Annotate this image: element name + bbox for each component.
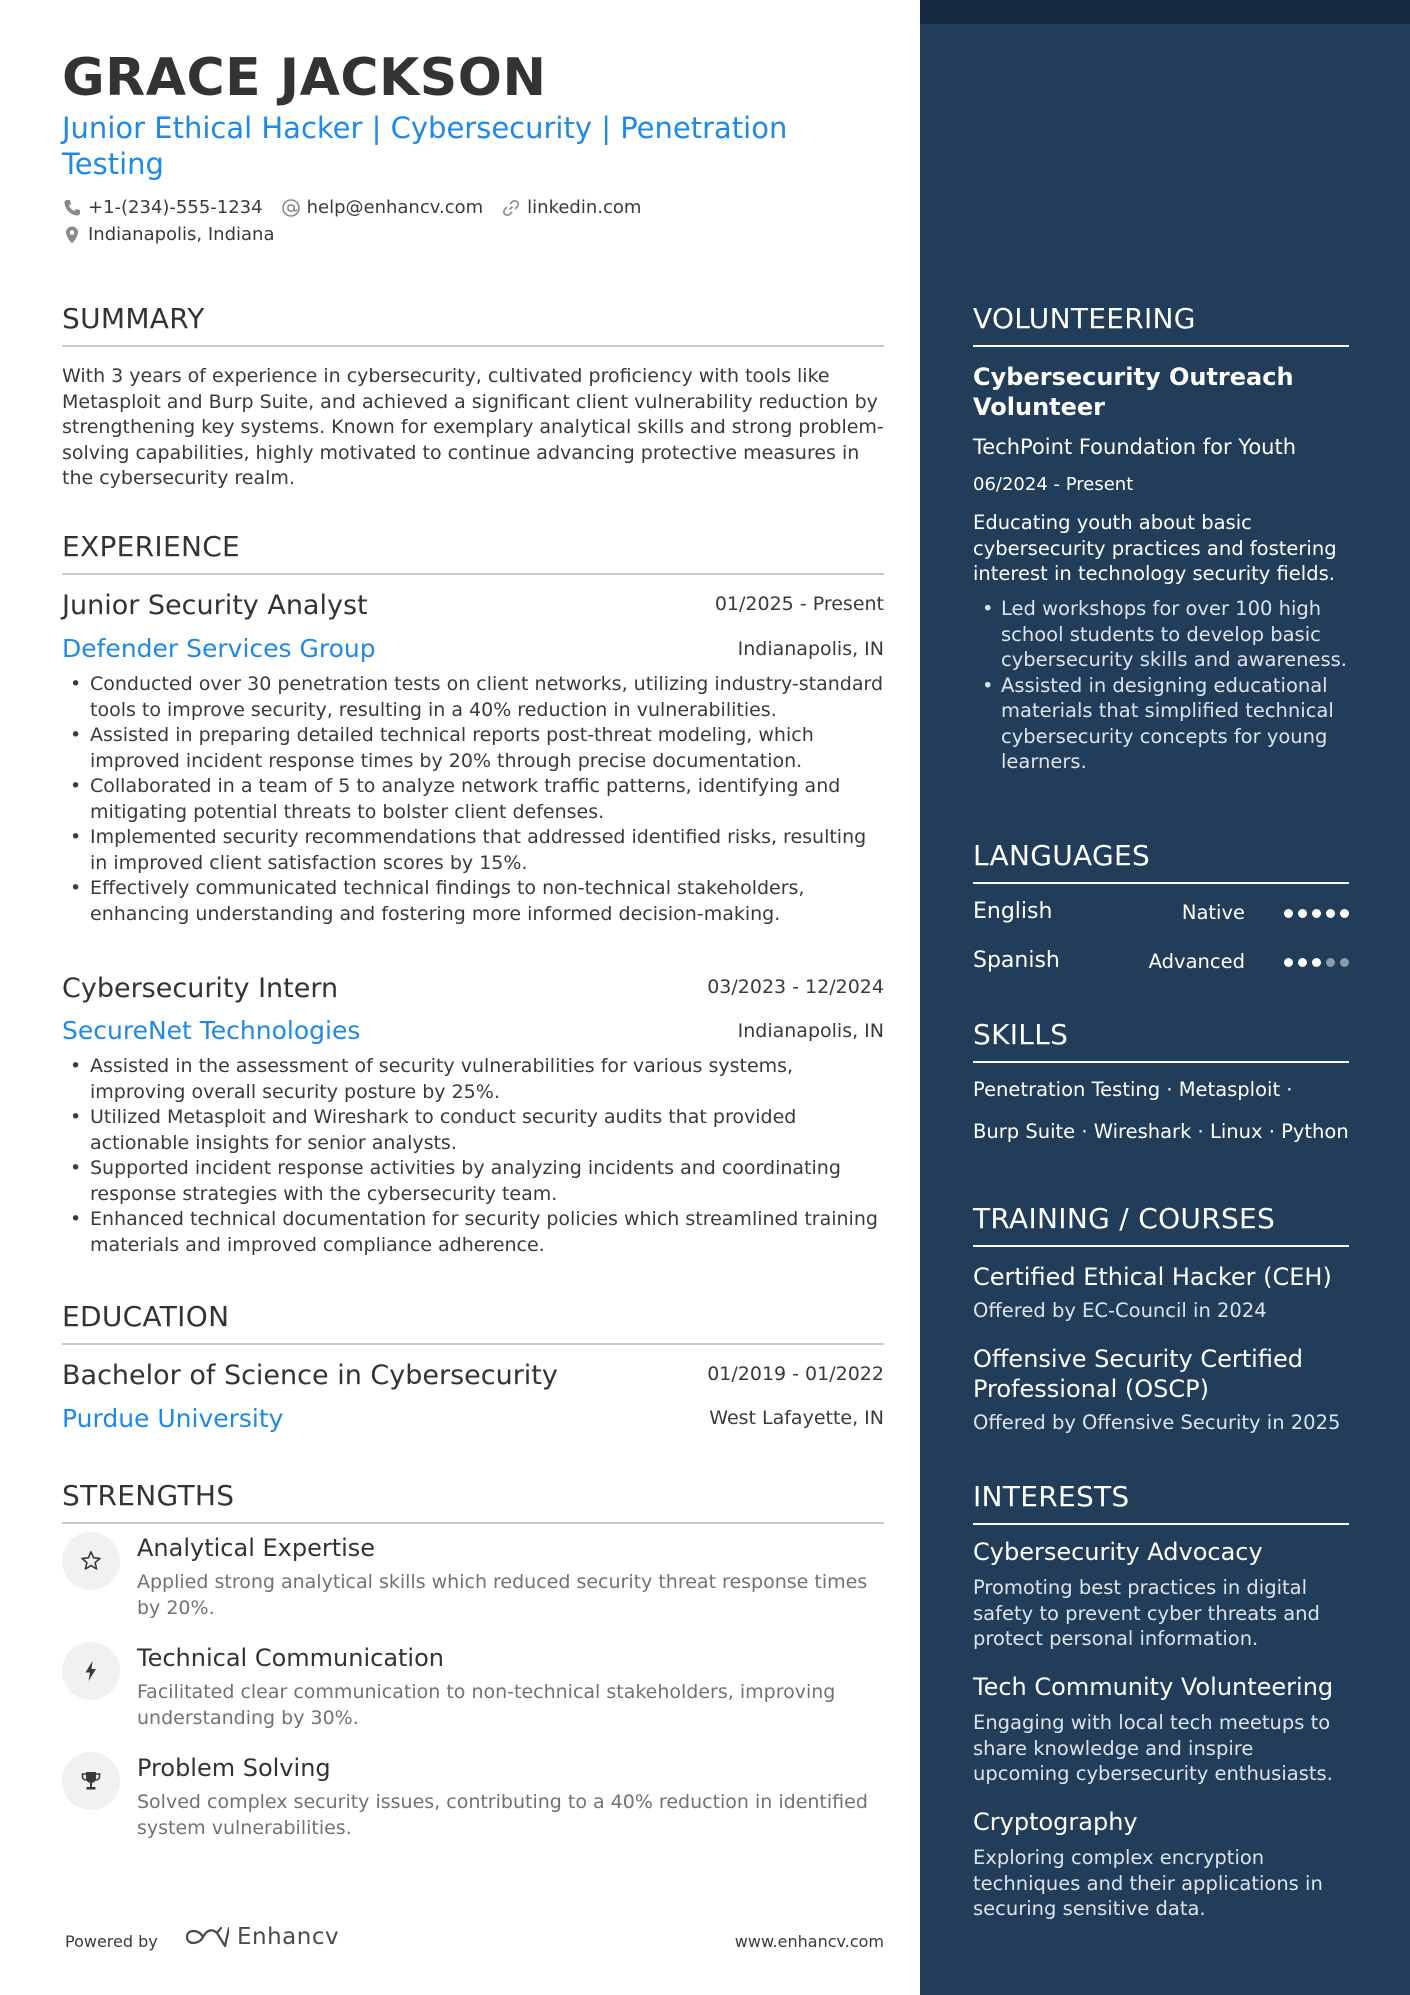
summary-heading: SUMMARY xyxy=(62,302,884,347)
rating-dot-filled xyxy=(1298,958,1307,967)
job-location: Indianapolis, IN xyxy=(737,638,884,660)
language-row xyxy=(973,948,1349,978)
rating-dot-empty xyxy=(1326,958,1335,967)
strength-description: Applied strong analytical skills which reduced security threat response times by 20%. xyxy=(137,1571,868,1619)
bullet: • Enhanced technical documentation for security policies which streamlined training materials and improved compliance adherence. xyxy=(62,1207,884,1258)
strength-description: Solved complex security issues, contributing to a 40% reduction in identified system vulnerabilities. xyxy=(137,1791,868,1839)
bullet: • Assisted in the assessment of security vulnerabilities for various systems, improving overall security posture by 25%. xyxy=(62,1054,884,1105)
interests-heading: INTERESTS xyxy=(973,1480,1349,1525)
school-name: Purdue University xyxy=(62,1404,284,1433)
enhancv-logo-text: Enhancv xyxy=(237,1924,340,1950)
interest-title: Cybersecurity Advocacy xyxy=(973,1538,1263,1566)
interest-description: Promoting best practices in digital safety to prevent cyber threats and protect personal information. xyxy=(973,1576,1320,1650)
language-level: Native xyxy=(1181,901,1245,924)
candidate-name: GRACE JACKSON xyxy=(62,48,547,108)
skills-line: Penetration Testing · Metasploit · xyxy=(973,1078,1293,1101)
rating-dot-filled xyxy=(1312,958,1321,967)
job-title: Cybersecurity Intern xyxy=(62,973,339,1004)
strength-title: Problem Solving xyxy=(137,1754,331,1782)
strength-badge xyxy=(62,1642,120,1700)
language-level: Advanced xyxy=(1148,950,1245,973)
job-date: 01/2025 - Present xyxy=(714,593,884,615)
company-name: Defender Services Group xyxy=(62,634,376,663)
star-icon xyxy=(79,1549,103,1573)
bullet: • Supported incident response activities by analyzing incidents and coordinating response strategies with the cybersecurity team. xyxy=(62,1156,884,1207)
volunteer-date: 06/2024 - Present xyxy=(973,474,1134,495)
job-bullets xyxy=(62,1054,884,1258)
contact-line-1 xyxy=(62,197,659,218)
language-rating xyxy=(1284,909,1349,918)
volunteer-bullets xyxy=(973,596,1349,775)
strength-description: Facilitated clear communication to non-technical stakeholders, improving understanding by 30%. xyxy=(137,1681,836,1729)
footer-url[interactable]: www.enhancv.com xyxy=(734,1932,884,1951)
bullet: • Conducted over 30 penetration tests on client networks, utilizing industry-standard tools to improve security, resulting in a 40% reduction in vulnerabilities. xyxy=(62,672,884,723)
powered-by-label: Powered by xyxy=(65,1932,158,1951)
interest-title: Tech Community Volunteering xyxy=(973,1673,1334,1701)
bullet: • Collaborated in a team of 5 to analyze network traffic patterns, identifying and mitigating potential threats to bolster client defenses. xyxy=(62,774,884,825)
rating-dot-filled xyxy=(1284,958,1293,967)
candidate-title: Junior Ethical Hacker | Cybersecurity | Penetration Testing xyxy=(62,111,788,181)
company-name: SecureNet Technologies xyxy=(62,1016,361,1045)
sidebar xyxy=(920,0,1410,1995)
linkedin-item[interactable] xyxy=(501,197,641,218)
bullet: • Assisted in designing educational materials that simplified technical cybersecurity concepts for young learners. xyxy=(973,673,1349,775)
language-row xyxy=(973,899,1349,929)
education-heading: EDUCATION xyxy=(62,1300,884,1345)
phone-item xyxy=(62,197,263,218)
interest-description: Exploring complex encryption techniques and their applications in securing sensitive data. xyxy=(973,1846,1323,1920)
languages-heading: LANGUAGES xyxy=(973,839,1349,884)
phone-text: +1-(234)-555-1234 xyxy=(88,197,263,218)
location-text: Indianapolis, Indiana xyxy=(88,224,275,245)
experience-heading: EXPERIENCE xyxy=(62,530,884,575)
bullet: • Utilized Metasploit and Wireshark to conduct security audits that provided actionable insights for senior analysts. xyxy=(62,1105,884,1156)
skills-line: Burp Suite · Wireshark · Linux · Python xyxy=(973,1120,1349,1143)
email-text[interactable]: help@enhancv.com xyxy=(306,197,484,218)
strength-title: Analytical Expertise xyxy=(137,1534,376,1562)
bullet: • Assisted in preparing detailed technical reports post-threat modeling, which improved incident response times by 20% through precise documentation. xyxy=(62,723,884,774)
school-location: West Lafayette, IN xyxy=(709,1407,884,1429)
interest-description: Engaging with local tech meetups to share knowledge and inspire upcoming cybersecurity enthusiasts. xyxy=(973,1711,1333,1785)
location-item xyxy=(62,224,275,245)
location-pin-icon xyxy=(62,225,82,245)
trophy-icon xyxy=(79,1769,103,1793)
rating-dot-filled xyxy=(1326,909,1335,918)
volunteer-org: TechPoint Foundation for Youth xyxy=(973,435,1297,459)
volunteer-role: Cybersecurity Outreach Volunteer xyxy=(973,363,1294,421)
rating-dot-filled xyxy=(1312,909,1321,918)
rating-dot-filled xyxy=(1298,909,1307,918)
course-title: Certified Ethical Hacker (CEH) xyxy=(973,1263,1332,1291)
job-location: Indianapolis, IN xyxy=(737,1020,884,1042)
bullet: • Effectively communicated technical findings to non-technical stakeholders, enhancing understanding and fostering more informed decision-making. xyxy=(62,876,884,927)
job-date: 03/2023 - 12/2024 xyxy=(707,976,884,998)
at-icon xyxy=(281,198,301,218)
phone-icon xyxy=(62,198,82,218)
volunteer-description: Educating youth about basic cybersecurity practices and fostering interest in technology security fields. xyxy=(973,511,1337,585)
language-name: English xyxy=(973,899,1053,924)
strength-badge xyxy=(62,1752,120,1810)
job-title: Junior Security Analyst xyxy=(62,590,368,621)
bullet: • Led workshops for over 100 high school students to develop basic cybersecurity skills and awareness. xyxy=(973,596,1349,673)
summary-text: With 3 years of experience in cybersecurity, cultivated proficiency with tools like Metasploit and Burp Suite, and achieved a significant client vulnerability reduction by strengthening key systems. Known for exemplary analytical skills and strong problem-solving capabilities, highly motivated to continue advancing protective measures in the cybersecurity realm. xyxy=(62,365,884,489)
email-item[interactable] xyxy=(281,197,484,218)
strength-title: Technical Communication xyxy=(137,1644,444,1672)
education-date: 01/2019 - 01/2022 xyxy=(707,1363,884,1385)
training-heading: TRAINING / COURSES xyxy=(973,1202,1349,1247)
job-bullets xyxy=(62,672,884,927)
language-rating xyxy=(1284,958,1349,967)
degree-title: Bachelor of Science in Cybersecurity xyxy=(62,1360,558,1391)
language-name: Spanish xyxy=(973,948,1060,973)
rating-dot-filled xyxy=(1284,909,1293,918)
link-icon xyxy=(501,198,521,218)
sidebar-top-bar xyxy=(920,0,1410,24)
volunteering-heading: VOLUNTEERING xyxy=(973,302,1349,347)
course-title: Offensive Security Certified Professional (OSCP) xyxy=(973,1345,1303,1403)
linkedin-text[interactable]: linkedin.com xyxy=(527,197,642,218)
course-description: Offered by EC-Council in 2024 xyxy=(973,1299,1267,1322)
interest-title: Cryptography xyxy=(973,1808,1138,1836)
contact-line-2 xyxy=(62,224,293,245)
lightning-icon xyxy=(79,1659,103,1683)
enhancv-logo-icon xyxy=(183,1924,229,1950)
bullet: • Implemented security recommendations that addressed identified risks, resulting in improved client satisfaction scores by 15%. xyxy=(62,825,884,876)
strengths-heading: STRENGTHS xyxy=(62,1479,884,1524)
rating-dot-filled xyxy=(1340,909,1349,918)
enhancv-logo[interactable] xyxy=(183,1924,339,1950)
rating-dot-empty xyxy=(1340,958,1349,967)
course-description: Offered by Offensive Security in 2025 xyxy=(973,1411,1341,1434)
skills-heading: SKILLS xyxy=(973,1018,1349,1063)
strength-badge xyxy=(62,1532,120,1590)
